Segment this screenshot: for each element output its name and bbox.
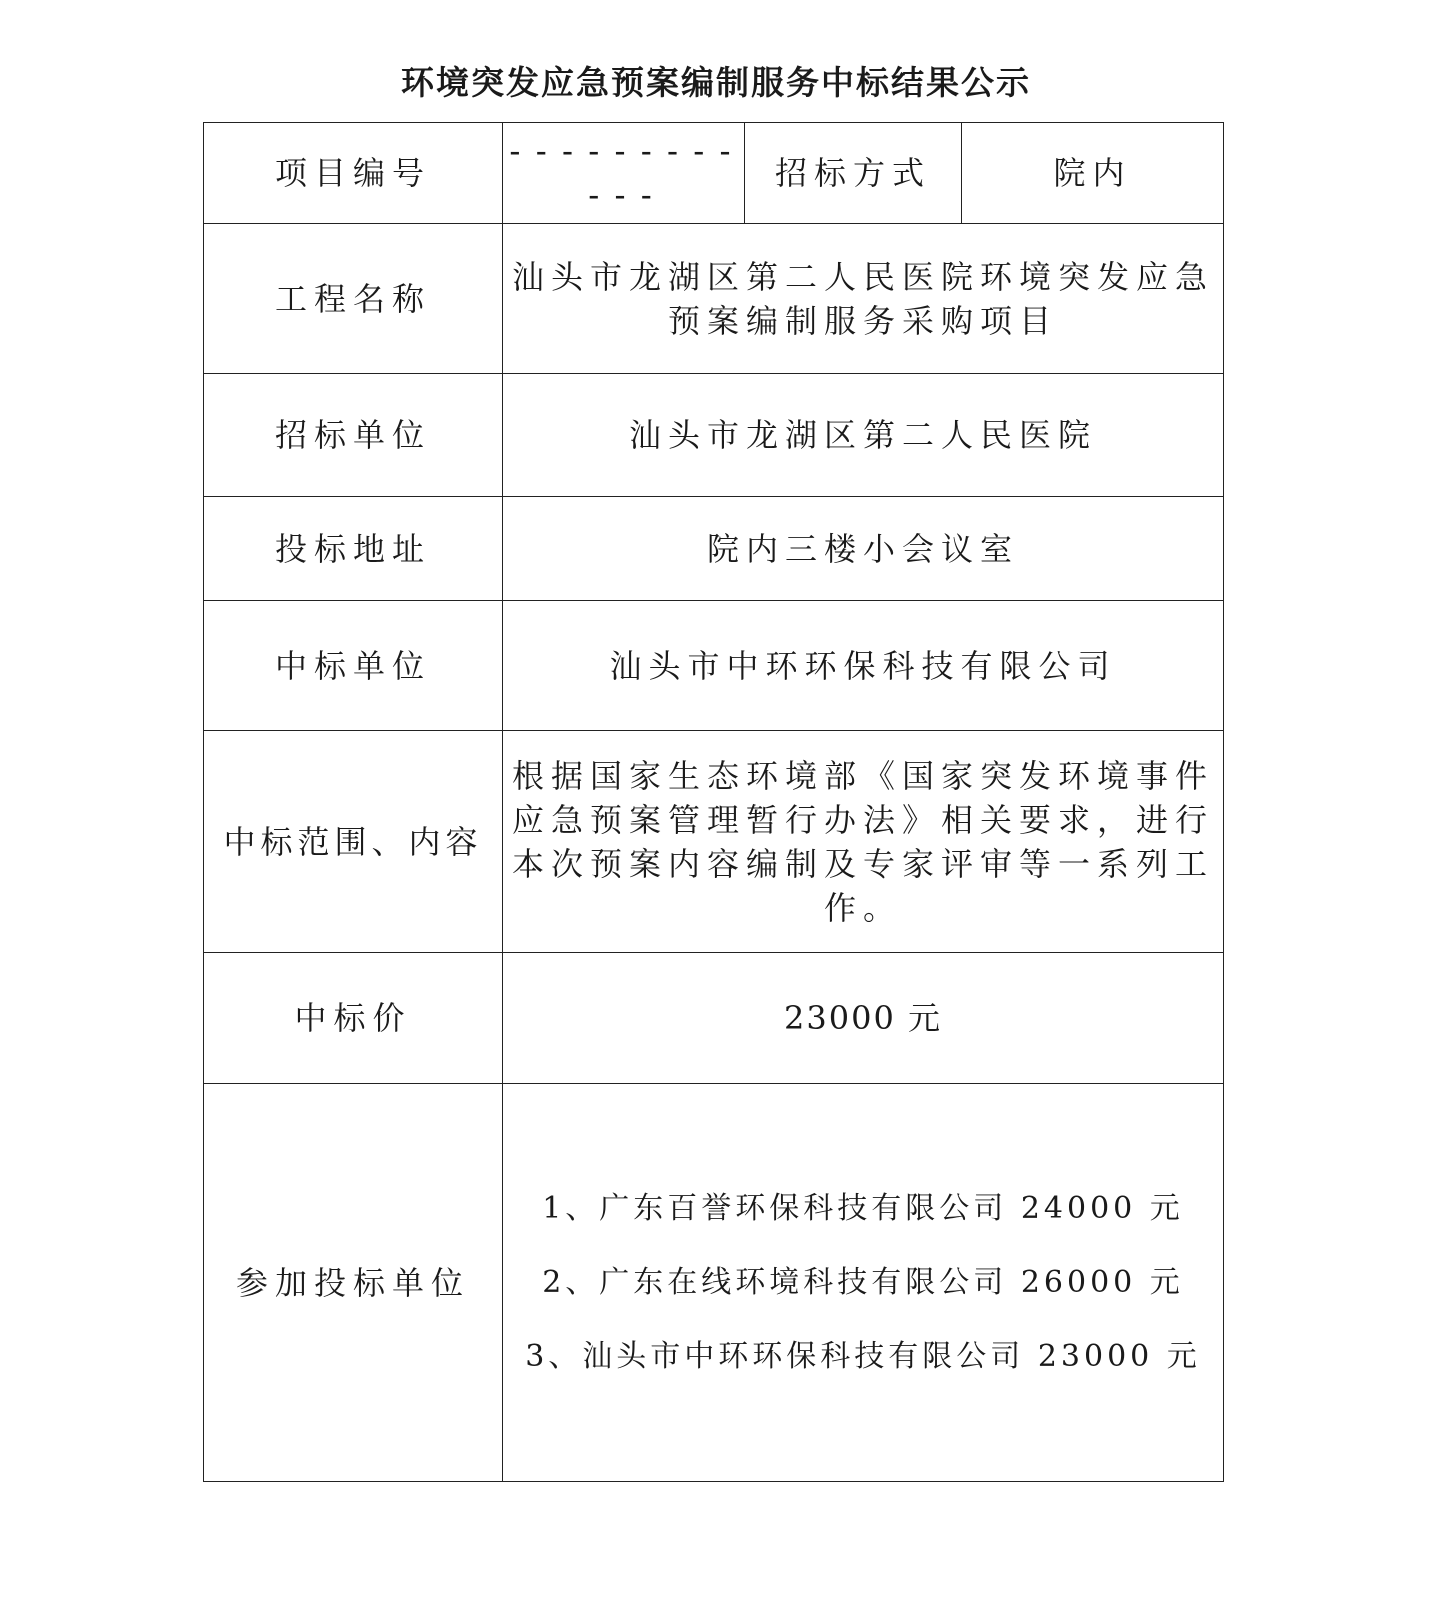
- tenderer-value: 汕头市龙湖区第二人民医院: [503, 374, 1224, 497]
- project-number-value: ------------: [503, 123, 745, 224]
- row-project-number: [204, 123, 1224, 224]
- row-scope: [204, 731, 1224, 953]
- project-name-value: 汕头市龙湖区第二人民医院环境突发应急预案编制服务采购项目: [503, 224, 1224, 374]
- list-item: 3、汕头市中环环保科技有限公司 23000 元: [525, 1338, 1201, 1374]
- list-item: 2、广东在线环境科技有限公司 26000 元: [542, 1264, 1184, 1300]
- bid-address-label: 投标地址: [204, 497, 503, 601]
- row-bid-address: [204, 497, 1224, 601]
- bidders-label: 参加投标单位: [204, 1084, 503, 1482]
- bidders-list: [503, 1084, 1224, 1482]
- page-title: 环境突发应急预案编制服务中标结果公示: [401, 63, 1031, 102]
- project-number-label: 项目编号: [204, 123, 503, 224]
- scope-label: 中标范围、内容: [204, 731, 503, 953]
- price-label: 中标价: [204, 953, 503, 1084]
- price-value: 23000 元: [503, 953, 1224, 1084]
- winner-value: 汕头市中环环保科技有限公司: [503, 601, 1224, 731]
- list-item: 1、广东百誉环保科技有限公司 24000 元: [542, 1190, 1184, 1226]
- row-project-name: [204, 224, 1224, 374]
- scope-value: 根据国家生态环境部《国家突发环境事件应急预案管理暂行办法》相关要求，进行本次预案内容编制及专家评审等一系列工作。: [503, 731, 1224, 953]
- row-price: [204, 953, 1224, 1084]
- winner-label: 中标单位: [204, 601, 503, 731]
- row-bidders: [204, 1084, 1224, 1482]
- bid-result-table: [203, 122, 1224, 1482]
- bid-address-value: 院内三楼小会议室: [503, 497, 1224, 601]
- bid-method-label: 招标方式: [745, 123, 962, 224]
- project-name-label: 工程名称: [204, 224, 503, 374]
- tenderer-label: 招标单位: [204, 374, 503, 497]
- row-winner: [204, 601, 1224, 731]
- row-tenderer: [204, 374, 1224, 497]
- bid-method-value: 院内: [962, 123, 1224, 224]
